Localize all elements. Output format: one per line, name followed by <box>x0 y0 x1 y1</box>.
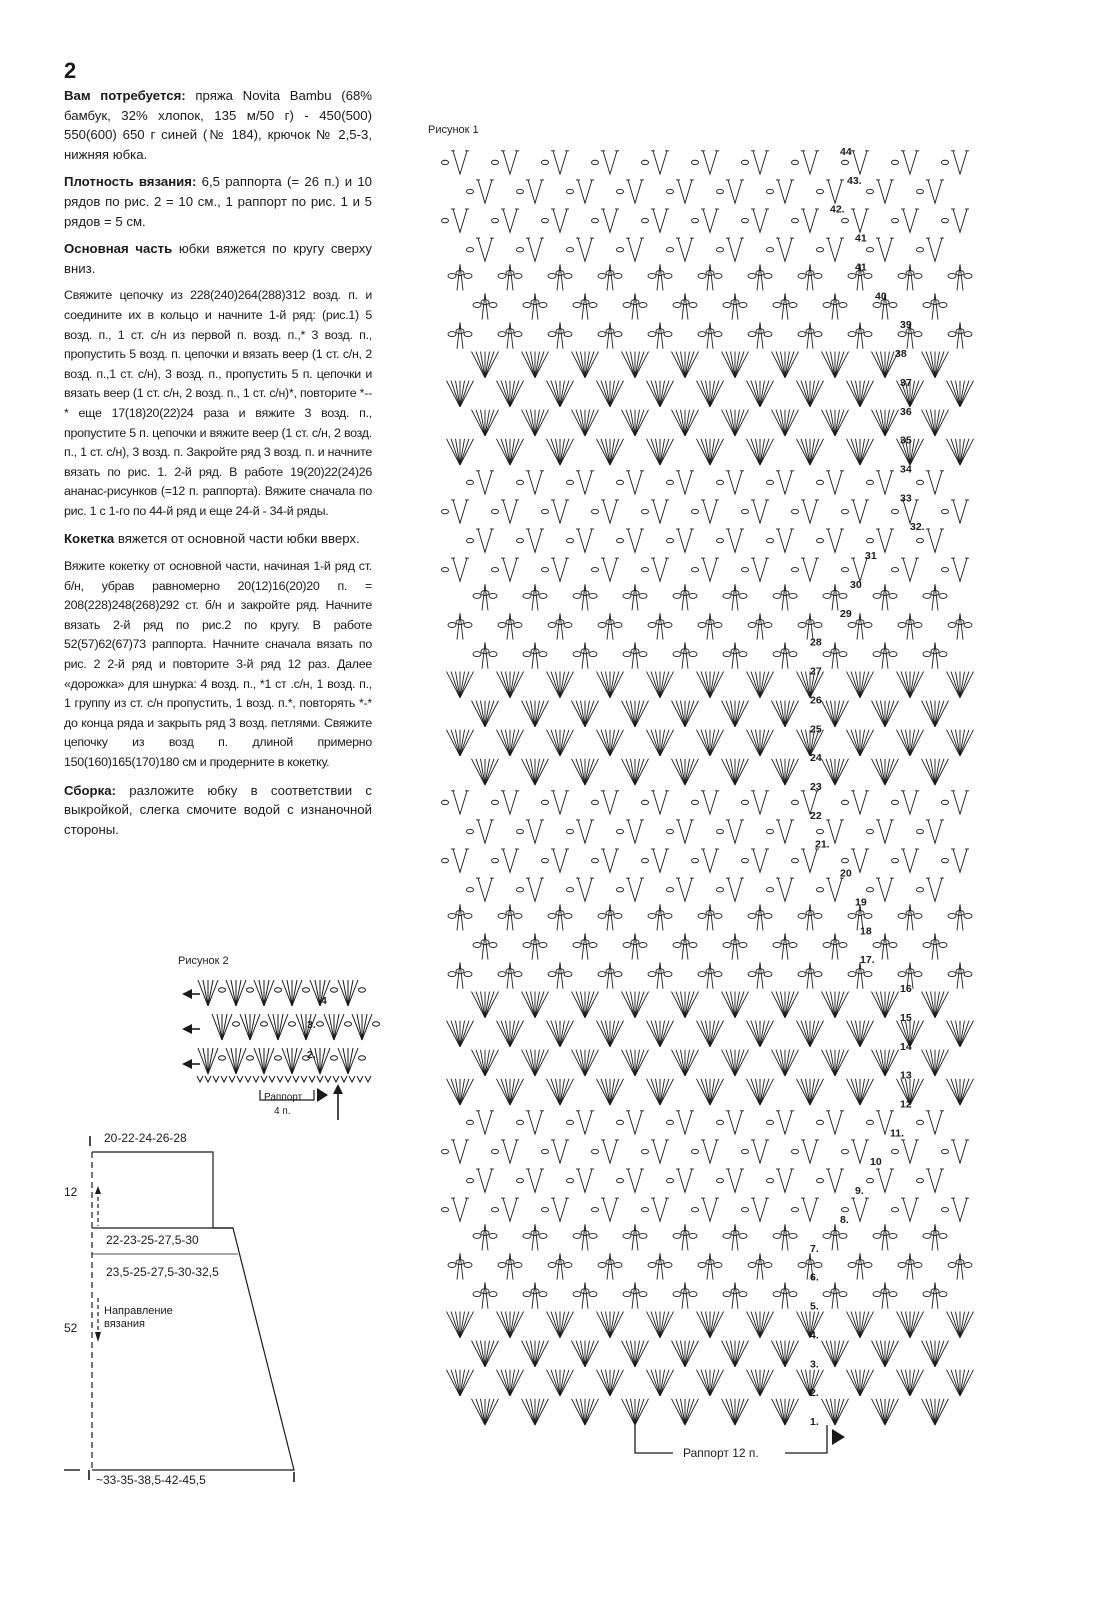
main-part-heading: Основная часть юбки вяжется по кругу сверху вниз. <box>64 241 372 276</box>
fig1-row-number: 36 <box>900 405 912 418</box>
fig1-row-number: 13 <box>900 1069 912 1082</box>
fig1-row-number: 42. <box>830 203 845 216</box>
fig1-row-number: 15 <box>900 1011 912 1024</box>
materials-paragraph: Вам потребуется: пряжа Novita Bambu (68% бамбук, 32% хлопок, 135 м/50 г) - 450(500) 550(600) 650 г синей (№ 184), крючок № 2,5-3, нижняя юбка. <box>64 88 373 162</box>
fig1-row-number: 5. <box>810 1300 819 1313</box>
direction-arrow-right <box>317 1088 328 1102</box>
fig1-row-number: 8. <box>840 1213 849 1226</box>
fig1-row-number: 41 <box>855 261 867 274</box>
fig1-row-number: 26 <box>810 694 822 707</box>
yoke-instructions: Вяжите кокетку от основной части, начиная 1-й ряд ст. б/н, убрав равномерно 20(12)16(20)20 п. = 208(228)248(268)292 ст. б/н и закройте ряд. Начните вязать 2-й ряд по рис.2 по кругу. В работе 52(57)62(67)73 раппорта. Начните сначала вязать по рис. 2 2-й ряд и повторите 3-й ряд 12 раз. Далее «дорожка» для шнурка: 4 возд. п., *1 ст .с/н, 1 возд. п., 1 группу из ст. с/н пропустить, 1 возд. п.*, повторять *-* до конца ряда и закрыть ряд 3 возд. петлями. Свяжите цепочку из возд п. длиной примерно 150(160)165(170)180 см и продерните в кокетку. <box>64 559 372 769</box>
knitting-direction-arrow <box>95 1298 101 1342</box>
fig1-row-number: 14 <box>900 1040 912 1053</box>
fig1-row-number: 32. <box>910 521 925 534</box>
fig1-row-number: 2. <box>810 1387 819 1400</box>
fig1-row-number: 29 <box>840 607 852 620</box>
row-arrows <box>182 989 200 1069</box>
fig2-row-3: 3. <box>307 1019 316 1031</box>
fig1-row-number: 27 <box>810 665 822 678</box>
bottom-width-label: ~33-35-38,5-42-45,5 <box>96 1473 206 1487</box>
fig1-row-number: 1. <box>810 1416 819 1428</box>
waist-width-label: 22-23-25-27,5-30 <box>106 1233 199 1247</box>
assembly-paragraph: Сборка: разложите юбку в соответствии с выкройкой, слегка смочите водой с изнаночной стороны. <box>64 782 372 837</box>
fig1-row-number: 33 <box>900 492 912 505</box>
fig1-row-number: 17. <box>860 954 875 967</box>
pattern-number: 2 <box>64 58 77 83</box>
fig1-row-number: 25 <box>810 723 822 736</box>
fig1-row-number: 16 <box>900 983 912 996</box>
fig1-row-number: 37 <box>900 376 912 389</box>
fig2-row-2: 2. <box>307 1049 316 1061</box>
fig2-rapport-count: 4 п. <box>274 1106 291 1117</box>
fig1-row-number: 44 <box>840 146 852 158</box>
figure2-chart <box>178 968 378 1128</box>
figure1-chart <box>385 135 1005 1495</box>
fig1-row-number: 40 <box>875 290 887 303</box>
fig1-row-number: 30 <box>850 578 862 591</box>
fig1-row-number: 35 <box>900 434 912 447</box>
fig1-row-number: 21. <box>815 838 830 851</box>
fig1-row-number: 23 <box>810 781 822 793</box>
fig1-row-number: 43. <box>847 174 862 187</box>
fig2-row-4: 4 <box>321 995 327 1007</box>
fig1-row-number: 34 <box>900 463 912 476</box>
fig1-row-number: 39 <box>900 319 912 332</box>
hip-width-label: 23,5-25-27,5-30-32,5 <box>106 1265 219 1279</box>
instructions-column <box>64 58 372 847</box>
fig1-row-number: 31 <box>865 550 877 563</box>
fig1-row-number: 22 <box>810 809 822 822</box>
main-part-instructions: Свяжите цепочку из 228(240)264(288)312 возд. п. и соедините их в кольцо и начните 1-й ряд: (рис.1) 5 возд. п., 1 ст. с/н из первой п. возд. п.,* 3 возд. п., пропустить 5 возд. п. цепочки и вязать веер (1 ст. с/н, 2 возд. п.,1 ст. с/н), 3 возд. п., пропустить 5 п. цепочки и вязать веер (1 ст. с/н, 2 возд. п., 1 ст. с/н)*, повторите *--* еще 17(18)20(22)24 раза и вяжите 3 возд. п., пропустите 5 п. цепочки и вяжите веер (1 ст. с/н, 2 возд. п., 1 ст. с/н), 3 возд. п. Закройте ряд 3 возд. п. и начните вязать по рис. 1. 2-й ряд. В работе 19(20)22(24)26 ананас-рисунков (=12 п. раппорта). Вяжите сначала по рис. 1 с 1-го по 44-й ряд и еще 24-й - 34-й ряды. <box>64 288 372 518</box>
figure1-label: Рисунок 1 <box>428 124 479 136</box>
yoke-height-arrow <box>95 1186 101 1226</box>
fig1-row-number: 20 <box>840 867 852 880</box>
fig1-row-number: 24 <box>810 752 822 765</box>
fig1-row-number: 3. <box>810 1358 819 1371</box>
fig1-rapport-label: Раппорт 12 п. <box>683 1446 759 1460</box>
direction-arrow-up <box>333 1084 343 1120</box>
fig1-row-number: 10 <box>870 1156 882 1169</box>
fig1-row-number: 7. <box>810 1242 819 1255</box>
yoke-heading: Кокетка вяжется от основной части юбки вверх. <box>64 531 360 547</box>
fig1-row-number: 19 <box>855 896 867 909</box>
yoke-height-label: 12 <box>64 1185 78 1199</box>
fig1-row-number: 41 <box>855 232 867 245</box>
gauge-paragraph: Плотность вязания: 6,5 раппорта (= 26 п.) и 10 рядов по рис. 2 = 10 см., 1 раппорт по рис. 1 и 5 рядов = 5 см. <box>64 174 373 229</box>
fig2-rapport-label: Раппорт <box>264 1092 303 1103</box>
fig1-row-number: 9. <box>855 1185 864 1198</box>
figure2-label: Рисунок 2 <box>178 955 229 967</box>
fig1-row-number: 38 <box>895 348 907 361</box>
direction-label: Направление вязания <box>104 1305 173 1330</box>
skirt-schematic <box>58 1130 318 1490</box>
body-height-label: 52 <box>64 1321 78 1335</box>
fig1-start-arrow <box>832 1429 845 1445</box>
top-width-label: 20-22-24-26-28 <box>104 1131 187 1145</box>
fig1-row-number: 12 <box>900 1098 912 1111</box>
fig1-row-number: 11. <box>890 1127 905 1140</box>
fig1-row-number: 18 <box>860 925 872 938</box>
fig1-row-number: 4. <box>810 1329 819 1342</box>
fig1-row-number: 6. <box>810 1271 819 1284</box>
fig1-row-number: 28 <box>810 636 822 649</box>
